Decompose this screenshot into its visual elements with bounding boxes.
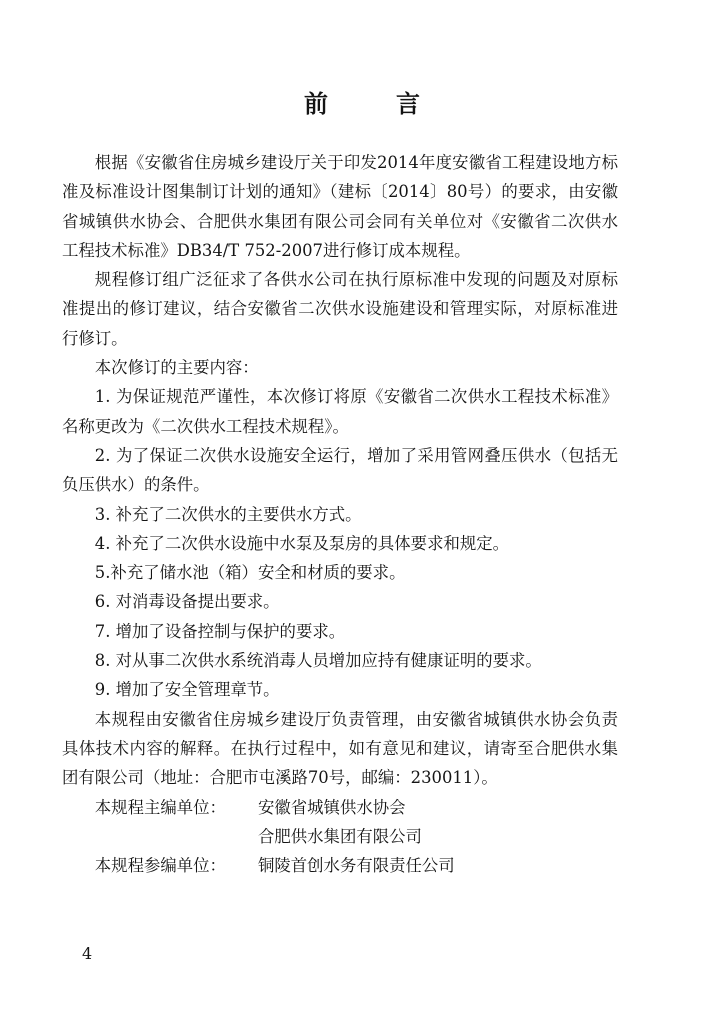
- revision-item-9: 9. 增加了安全管理章节。: [94, 680, 280, 700]
- revision-item-5: 5.补充了储水池（箱）安全和材质的要求。: [94, 563, 406, 583]
- intro-paragraph-1: 根据《安徽省住房城乡建设厅关于印发2014年度安徽省工程建设地方标准及标准设计图集制订计划的通知》（建标〔2014〕80号）的要求，由安徽省城镇供水协会、合肥供水集团有限公司会同有关单位对《安徽省二次供水工程技术标准》DB34/T 752-2007进行修订成本规程。: [62, 153, 618, 260]
- revision-item-7: 7. 增加了设备控制与保护的要求。: [94, 621, 346, 641]
- page-title: 前 言: [304, 90, 442, 118]
- revision-item-6: 6. 对消毒设备提出要求。: [94, 592, 280, 612]
- page-number: 4: [82, 944, 93, 963]
- revision-item-2: 2. 为了保证二次供水设施安全运行，增加了采用管网叠压供水（包括无负压供水）的条件。: [62, 445, 618, 495]
- revision-list: [62, 382, 618, 704]
- chief-unit-2: 合肥供水集团有限公司: [258, 826, 422, 846]
- revision-item-8: 8. 对从事二次供水系统消毒人员增加应持有健康证明的要求。: [94, 651, 542, 671]
- participating-unit-1: 铜陵首创水务有限责任公司: [258, 856, 455, 876]
- revision-heading: 本次修订的主要内容：: [94, 358, 259, 378]
- chief-units: [62, 793, 618, 852]
- participating-units-label: 本规程参编单位：: [94, 856, 226, 876]
- revision-item-3: 3. 补充了二次供水的主要供水方式。: [94, 504, 362, 524]
- revision-item-1: 1. 为保证规范严谨性，本次修订将原《安徽省二次供水工程技术标准》名称更改为《二次供水工程技术规程》。: [62, 387, 618, 436]
- document-body: [62, 148, 618, 880]
- revision-item-4: 4. 补充了二次供水设施中水泵及泵房的具体要求和规定。: [94, 533, 510, 553]
- intro-paragraph-2: 规程修订组广泛征求了各供水公司在执行原标准中发现的问题及对原标准提出的修订建议，结合安徽省二次供水设施建设和管理实际，对原标准进行修订。: [62, 270, 618, 348]
- chief-unit-1: 安徽省城镇供水协会: [258, 797, 406, 817]
- management-paragraph: 本规程由安徽省住房城乡建设厅负责管理，由安徽省城镇供水协会负责具体技术内容的解释。在执行过程中，如有意见和建议，请寄至合肥供水集团有限公司（地址：合肥市屯溪路70号，邮编：230011）。: [62, 709, 618, 788]
- chief-units-label: 本规程主编单位：: [94, 797, 226, 817]
- participating-units: [62, 851, 618, 880]
